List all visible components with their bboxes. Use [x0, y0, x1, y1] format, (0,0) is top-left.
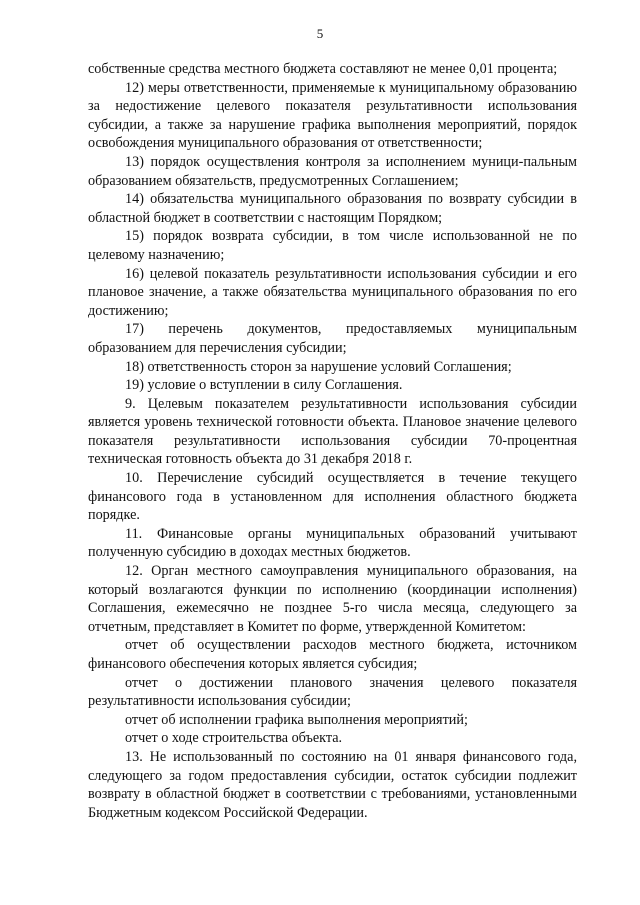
- paragraph-section-12: 12. Орган местного самоуправления муниципального образования, на который возлагаются функции по исполнению (координации исполнения) Соглашения, ежемесячно не позднее 5-го числа месяца, следующего за отчетным, представляет в Комитет по форме, утвержденной Комитетом:: [88, 563, 577, 635]
- paragraph-item-13: 13) порядок осуществления контроля за исполнением муници-пальным образованием обязательств, предусмотренных Соглашением;: [88, 153, 577, 189]
- paragraph-section-9: 9. Целевым показателем результативности использования субсидии является уровень технической готовности объекта. Плановое значение целевого показателя результативности использования субсидии 70-процентная техническая готовность объекта до 31 декабря 2018 г.: [88, 395, 577, 468]
- paragraph-item-15: 15) порядок возврата субсидии, в том числе использованной не по целевому назначению;: [88, 228, 577, 263]
- paragraph-section-11: 11. Финансовые органы муниципальных образований учитывают полученную субсидию в доходах местных бюджетов.: [88, 525, 577, 561]
- paragraph-section-10: 10. Перечисление субсидий осуществляется в течение текущего финансового года в установленном для исполнения областного бюджета порядке.: [88, 470, 577, 524]
- paragraph-section-13: 13. Не использованный по состоянию на 01 января финансового года, следующего за годом предоставления субсидии, остаток субсидии подлежит возврату в областной бюджет в соответствии с требованиями, установленными Бюджетным кодексом Российской Федерации.: [88, 748, 577, 821]
- paragraph-item-17: 17) перечень документов, предоставляемых муниципальным образованием для перечисления субсидии;: [88, 321, 577, 356]
- report-item-construction: отчет о ходе строительства объекта.: [125, 730, 343, 747]
- paragraph-item-16: 16) целевой показатель результативности использования субсидии и его плановое значение, а также обязательства муниципального образования по его достижению;: [88, 265, 577, 319]
- paragraph-item-18: 18) ответственность сторон за нарушение условий Соглашения;: [125, 358, 512, 375]
- paragraph-item-12: 12) меры ответственности, применяемые к муниципальному образованию за недостижение целевого показателя результативности использования субсидии, а также за нарушение графика выполнения мероприятий, порядок освобождения муниципального образования от ответственности;: [88, 79, 577, 152]
- paragraph-item-19: 19) условие о вступлении в силу Соглашения.: [125, 377, 403, 394]
- report-item-schedule: отчет об исполнении графика выполнения мероприятий;: [125, 711, 468, 728]
- paragraph-continuation: собственные средства местного бюджета составляют не менее 0,01 процента;: [88, 61, 558, 77]
- report-item-expenses: отчет об осуществлении расходов местного бюджета, источником финансового обеспечения которых является субсидия;: [88, 637, 577, 672]
- document-body: [88, 60, 577, 822]
- paragraph-item-14: 14) обязательства муниципального образования по возврату субсидии в областной бюджет в соответствии с настоящим Порядком;: [88, 191, 577, 226]
- report-item-target-value: отчет о достижении планового значения целевого показателя результативности использования субсидии;: [88, 674, 577, 710]
- page-number: 5: [316, 26, 324, 41]
